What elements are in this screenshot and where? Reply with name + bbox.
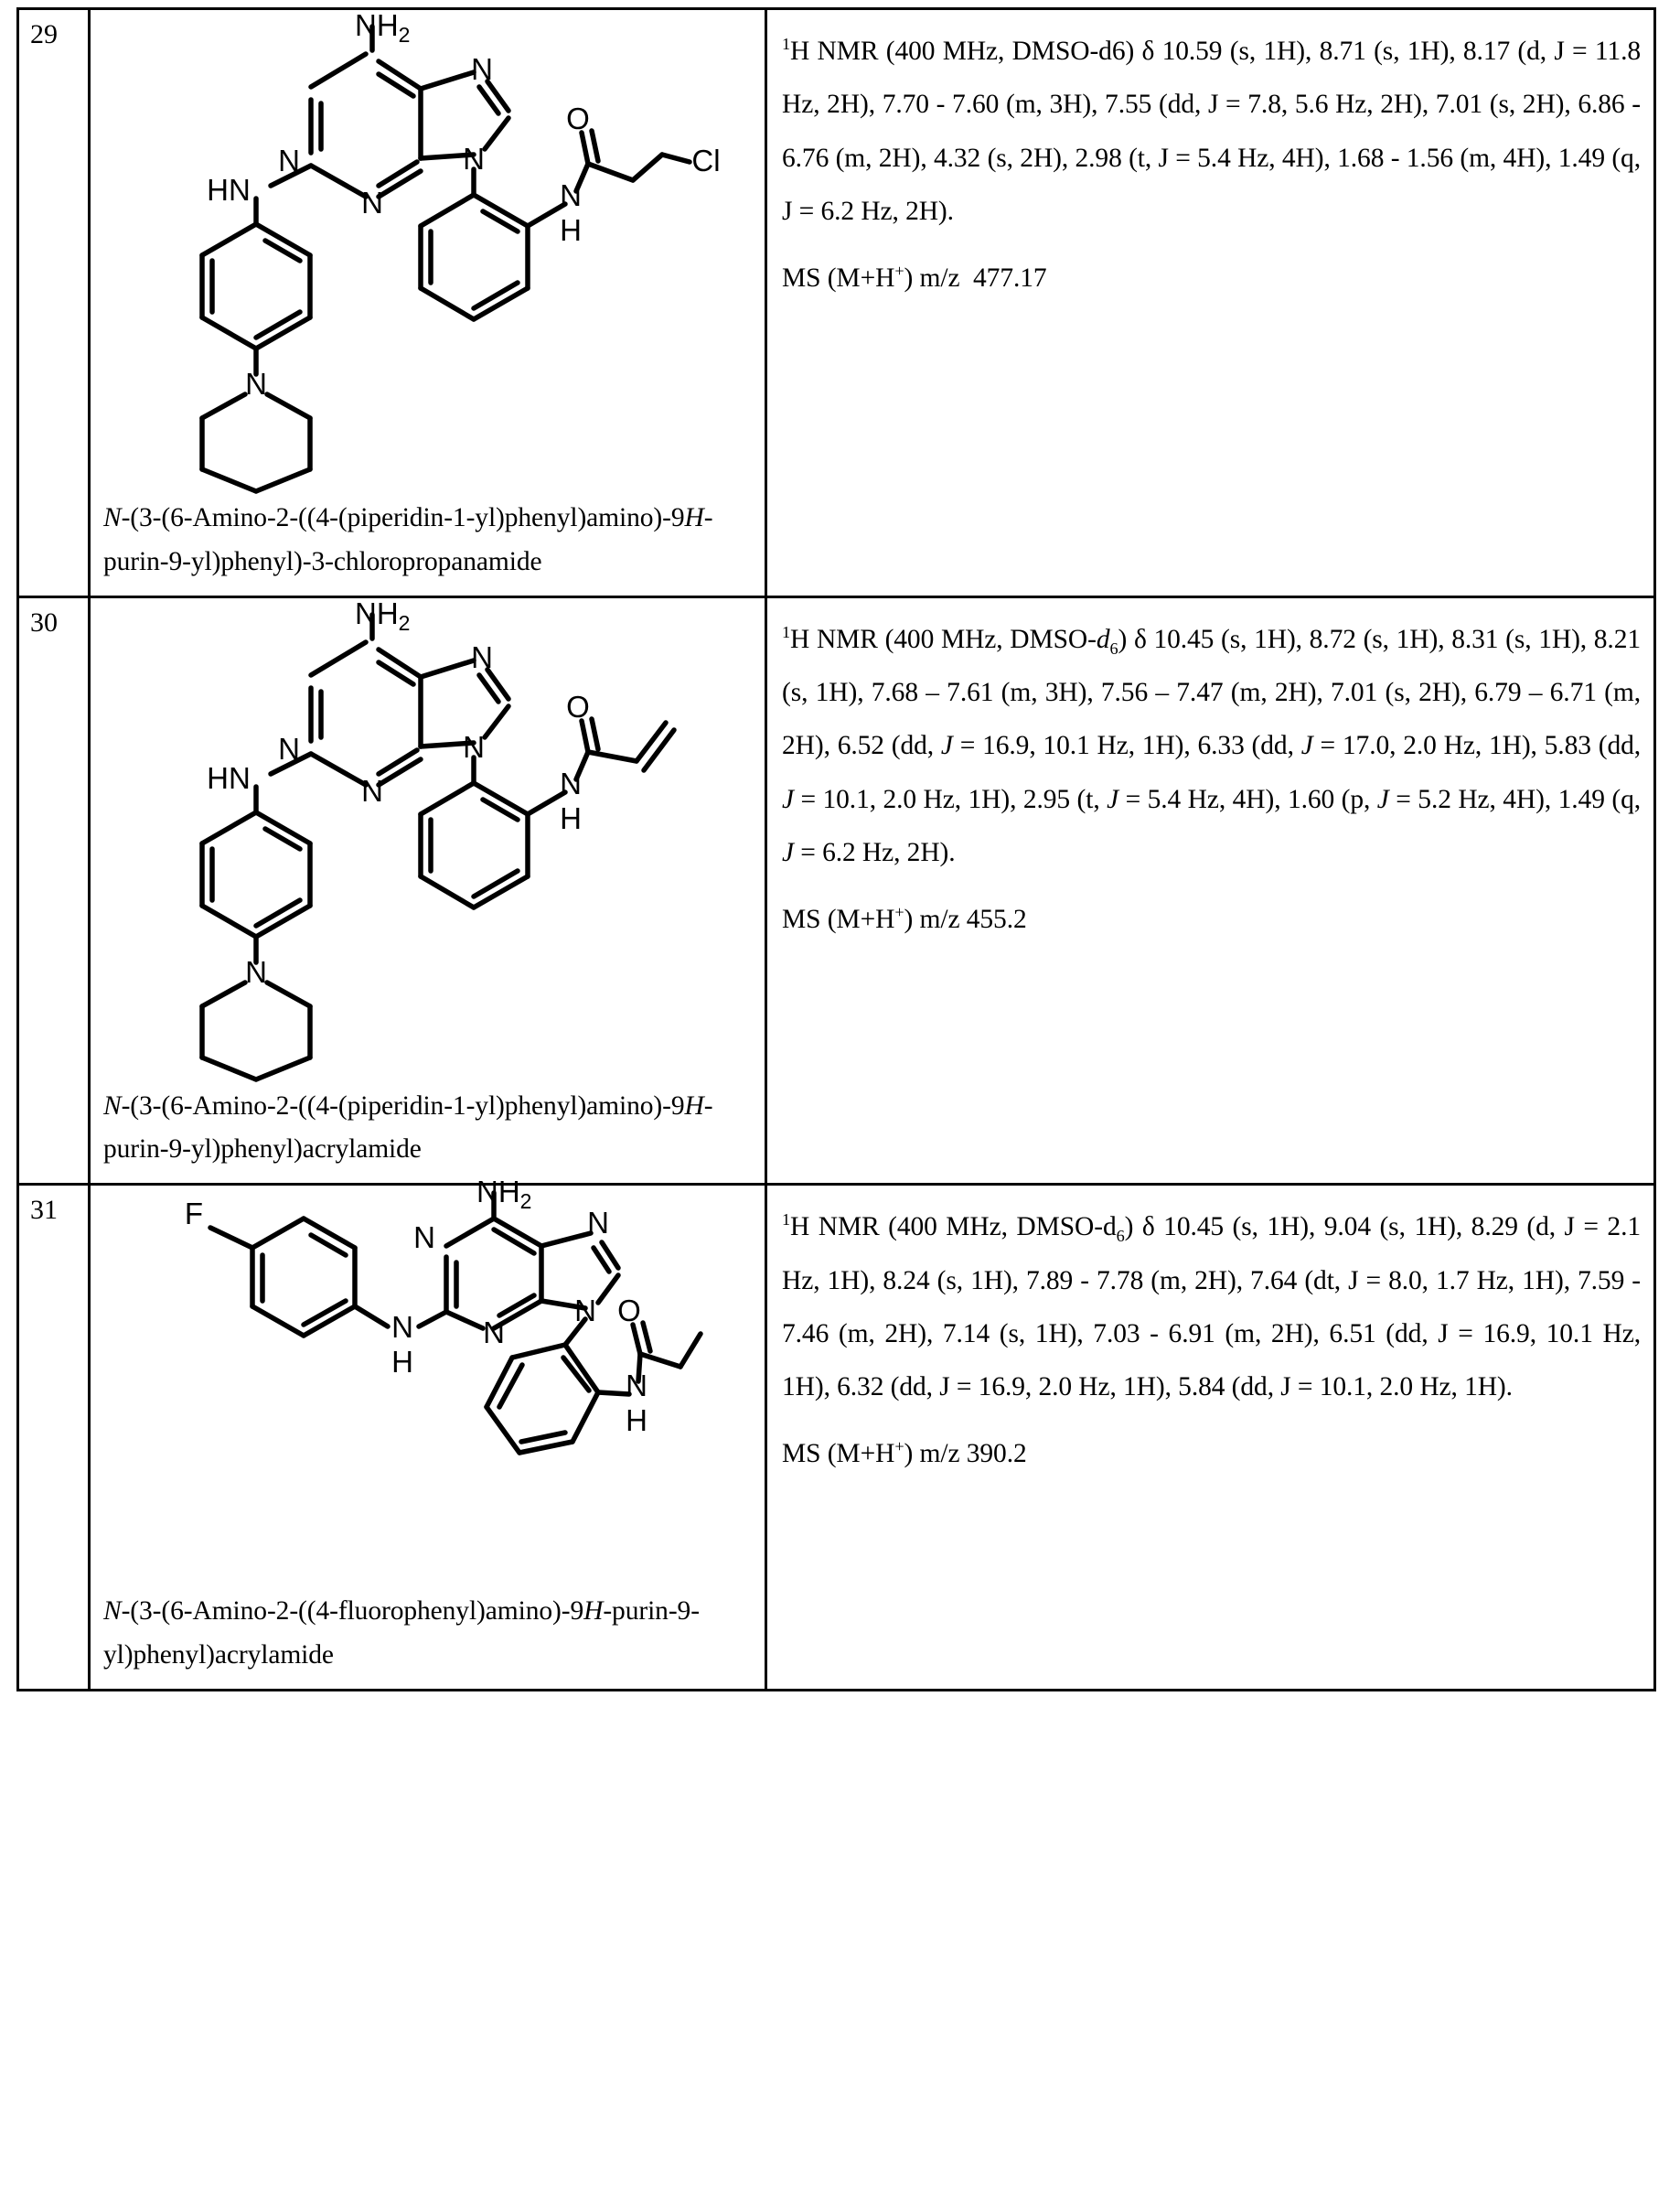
nmr-data: $^1$H NMR (400 MHz, DMSO-$d_6$) δ 10.45 (s, 1H), 9.04 (s, 1H), 8.29 (d, J = 2.1 Hz, 1H), 8.24 (s, 1H), 7.89 - 7.78 (m, 2H), 7.64 (dt, J = 8.0, 1.7 Hz, 1H), 7.59 - 7.46 (m, 2H), 7.14 (s, 1H), 7.03 - 6.91 (m, 2H), 6.51 (dd, J = 16.9, 10.1 Hz, 1H), 6.32 (dd, J = 16.9, 2.0 Hz, 1H), 5.84 (dd, J = 10.1, 2.0 Hz, 1H). xyxy=(782,1210,1641,1402)
chemical-structure-diagram xyxy=(103,1175,752,1584)
atom-label-n: N xyxy=(462,729,485,764)
atom-label-nh2: $NH_2$ xyxy=(354,596,410,635)
spectral-data-cell xyxy=(766,596,1655,1185)
entry-number-cell xyxy=(18,596,90,1185)
atom-label-n: N xyxy=(470,639,493,674)
nmr-data: $^1$H NMR (400 MHz, DMSO-d6) δ 10.59 (s, 1H), 8.71 (s, 1H), 8.17 (d, J = 11.8 Hz, 2H), 7.70 - 7.60 (m, 3H), 7.55 (dd, J = 7.8, 5.6 Hz, 2H), 7.01 (s, 2H), 6.86 - 6.76 (m, 2H), 4.32 (s, 2H), 2.98 (t, J = 5.4 Hz, 4H), 1.68 - 1.56 (m, 4H), 1.49 (q, J = 6.2 Hz, 2H). xyxy=(782,35,1641,227)
chemical-structure-diagram xyxy=(103,8,752,491)
atom-label-n: N xyxy=(277,144,300,177)
atom-label-n: N xyxy=(412,1220,435,1255)
atom-label-n: N xyxy=(360,773,383,808)
atom-label-n: N xyxy=(586,1206,609,1240)
atom-label-n: N xyxy=(470,52,493,86)
atom-label-o: O xyxy=(565,689,590,724)
table-row xyxy=(18,596,1655,1185)
atom-label-n: N xyxy=(559,178,582,212)
atom-label-n: N xyxy=(462,142,485,176)
atom-label-hn: HN xyxy=(206,173,251,207)
atom-label-hn: HN xyxy=(206,760,251,795)
entry-number: 31 xyxy=(30,1195,58,1226)
atom-label-h: H xyxy=(391,1345,413,1380)
atom-label-nh2: $NH_2$ xyxy=(476,1175,531,1214)
entry-number: 30 xyxy=(30,607,58,638)
spectral-data-cell xyxy=(766,9,1655,597)
ms-data: MS (M+H+) m/z 477.17 xyxy=(782,261,1047,293)
compound-name: N-(3-(6-Amino-2-((4-(piperidin-1-yl)phenyl)amino)-9H-purin-9-yl)phenyl)acrylamide xyxy=(103,1090,713,1165)
structure-cell xyxy=(90,9,766,597)
atom-label-n: N xyxy=(573,1294,596,1328)
atom-label-n: N xyxy=(360,186,383,220)
structure-cell xyxy=(90,596,766,1185)
atom-label-o: O xyxy=(565,102,590,135)
atom-label-cl: Cl xyxy=(690,144,721,177)
chemical-structure-diagram xyxy=(103,596,752,1079)
atom-label-n: N xyxy=(277,731,300,766)
structure-cell xyxy=(90,1175,766,1691)
atom-label-n: N xyxy=(625,1369,647,1403)
atom-label-f: F xyxy=(184,1197,203,1231)
atom-label-h: H xyxy=(559,213,582,247)
compound-table xyxy=(16,7,1656,1691)
compound-name: N-(3-(6-Amino-2-((4-(piperidin-1-yl)phenyl)amino)-9H-purin-9-yl)phenyl)-3-chloropropanamide xyxy=(103,503,713,576)
spectral-data-cell xyxy=(766,1185,1655,1691)
atom-label-h: H xyxy=(625,1403,647,1438)
atom-label-n: N xyxy=(244,367,267,401)
table-row xyxy=(18,9,1655,597)
entry-number-cell xyxy=(18,1185,90,1691)
nmr-data: $^1$H NMR (400 MHz, DMSO-$d_6$) δ 10.45 (s, 1H), 8.72 (s, 1H), 8.31 (s, 1H), 8.21 (s, 1H), 7.68 – 7.61 (m, 3H), 7.56 – 7.47 (m, 2H), 7.01 (s, 2H), 6.79 – 6.71 (m, 2H), 6.52 (dd, J = 16.9, 10.1 Hz, 1H), 6.33 (dd, J = 17.0, 2.0 Hz, 1H), 5.83 (dd, J = 10.1, 2.0 Hz, 1H), 2.95 (t, J = 5.4 Hz, 4H), 1.60 (p, J = 5.2 Hz, 4H), 1.49 (q, J = 6.2 Hz, 2H). xyxy=(782,622,1642,868)
atom-label-nh2: $NH_2$ xyxy=(354,8,410,47)
compound-name: N-(3-(6-Amino-2-((4-fluorophenyl)amino)-9H-purin-9-yl)phenyl)acrylamide xyxy=(103,1596,700,1670)
atom-label-o: O xyxy=(616,1294,641,1328)
atom-label-n: N xyxy=(482,1315,505,1350)
entry-number-cell xyxy=(18,9,90,597)
atom-label-n: N xyxy=(244,954,267,989)
table-row xyxy=(18,1185,1655,1691)
entry-number: 29 xyxy=(30,19,58,49)
ms-data: MS (M+H+) m/z 455.2 xyxy=(782,902,1027,934)
atom-label-n: N xyxy=(559,766,582,800)
atom-label-n: N xyxy=(391,1310,413,1345)
ms-data: MS (M+H+) m/z 390.2 xyxy=(782,1436,1027,1468)
atom-label-h: H xyxy=(559,800,582,835)
